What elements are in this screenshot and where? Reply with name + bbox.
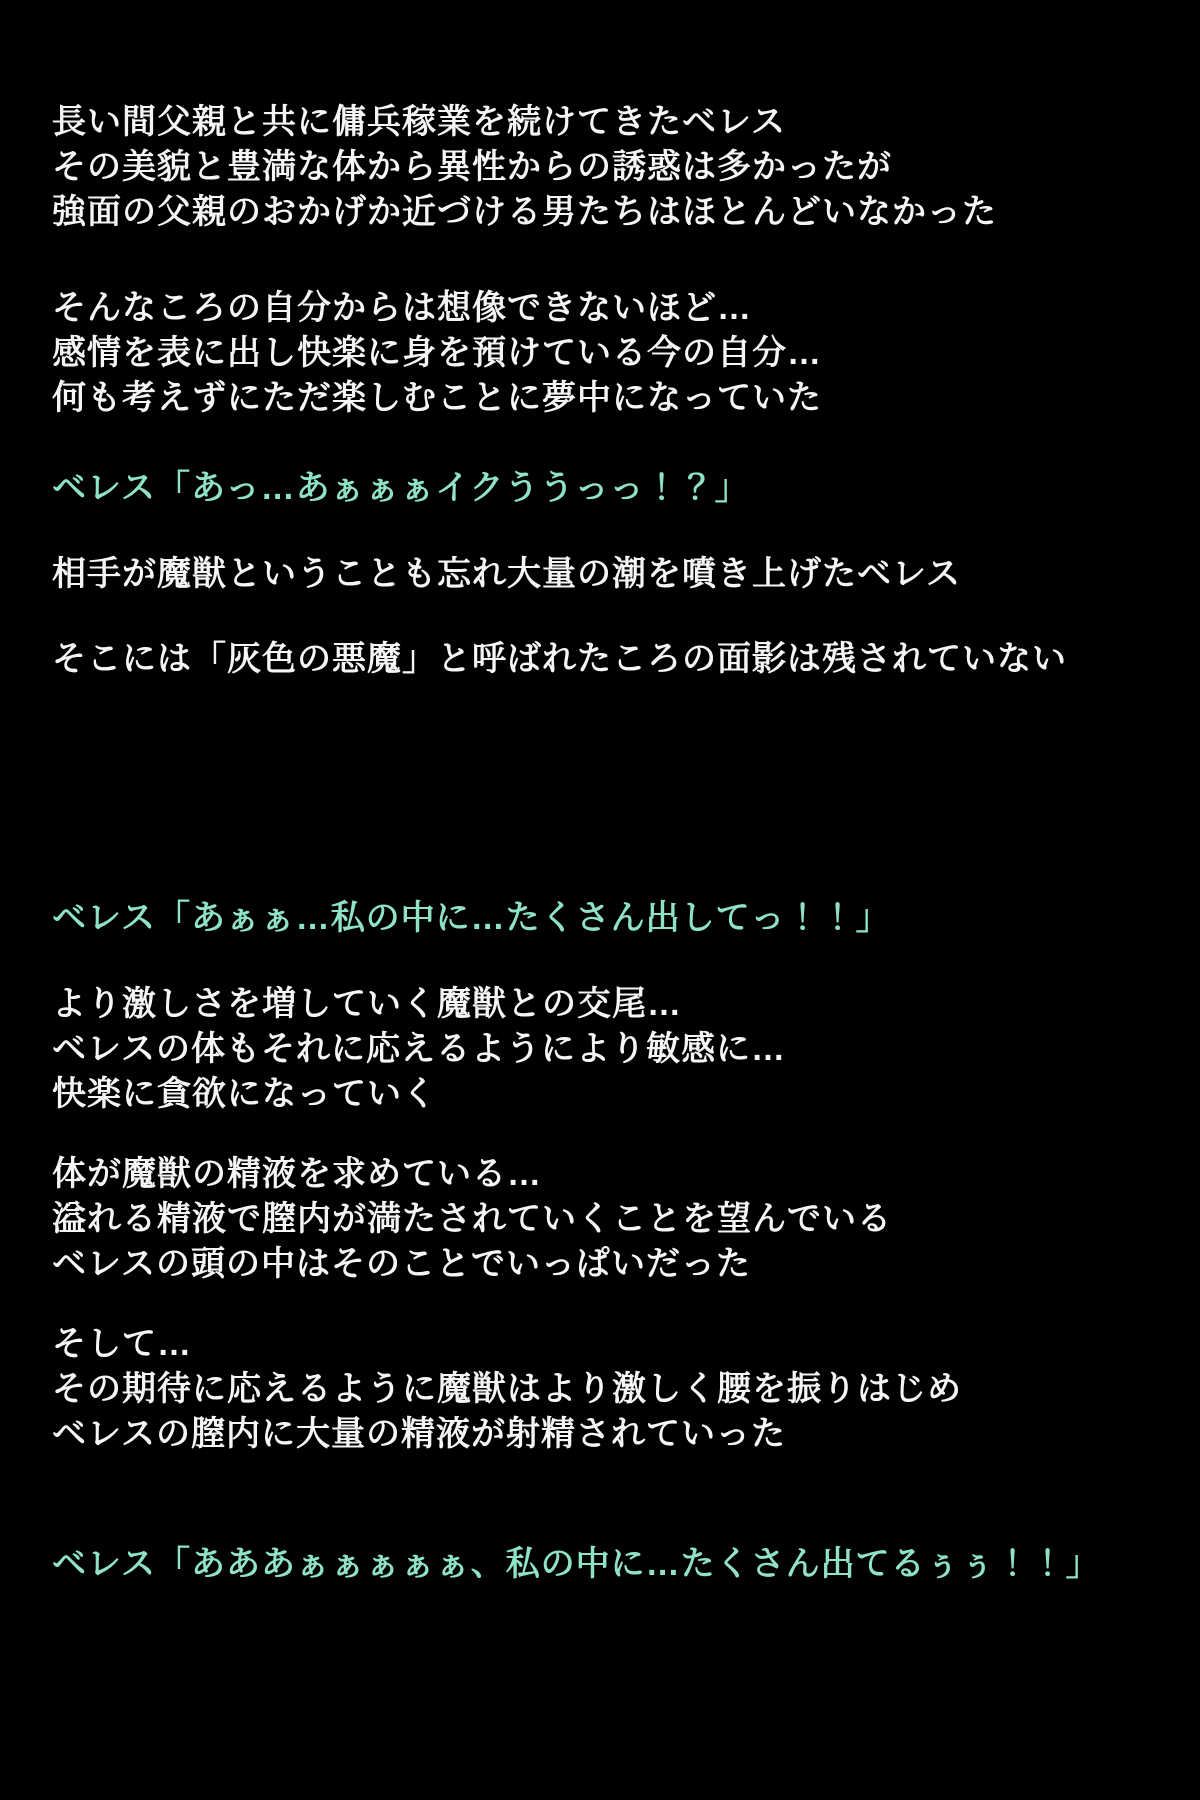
narration-block-ashen-demon — [52, 637, 1180, 682]
narration-block-intro — [52, 100, 1180, 235]
narration-line: 感情を表に出し快楽に身を預けている今の自分… — [52, 334, 822, 372]
narration-block-intensity — [52, 982, 1180, 1117]
narration-line: 体が魔獣の精液を求めている… — [52, 1155, 542, 1193]
dialogue-block-1 — [52, 466, 1180, 511]
narration-line: その期待に応えるように魔獣はより激しく腰を振りはじめ — [52, 1370, 962, 1408]
dialogue-line: ベレス「あっ…あぁぁぁイクううっっ！？」 — [52, 469, 750, 507]
dialogue-block-2 — [52, 896, 1180, 941]
dialogue-block-3 — [52, 1542, 1180, 1587]
narration-line: そこには「灰色の悪魔」と呼ばれたころの面影は残されていない — [52, 640, 1067, 678]
narration-line: ベレスの頭の中はそのことでいっぱいだった — [52, 1245, 751, 1283]
narration-block-climax — [52, 552, 1180, 597]
narration-line: 快楽に貪欲になっていく — [52, 1075, 437, 1113]
narration-line: 相手が魔獣ということも忘れ大量の潮を噴き上げたベレス — [52, 555, 961, 593]
dialogue-line: ベレス「あああぁぁぁぁぁ、私の中に…たくさん出てるぅぅ！！」 — [52, 1545, 1101, 1583]
narration-line: 強面の父親のおかげか近づける男たちはほとんどいなかった — [52, 193, 997, 231]
narration-block-finish — [52, 1322, 1180, 1457]
narration-line: その美貌と豊満な体から異性からの誘惑は多かったが — [52, 148, 892, 186]
dialogue-line: ベレス「あぁぁ…私の中に…たくさん出してっ！！」 — [52, 899, 891, 937]
narration-line: 溢れる精液で膣内が満たされていくことを望んでいる — [52, 1200, 892, 1238]
narration-line: ベレスの体もそれに応えるようにより敏感に… — [52, 1030, 786, 1068]
narration-line: 長い間父親と共に傭兵稼業を続けてきたベレス — [52, 103, 786, 141]
narration-block-present-self — [52, 286, 1180, 421]
narration-line: そして… — [52, 1325, 192, 1363]
narration-line: より激しさを増していく魔獣との交尾… — [52, 985, 682, 1023]
narration-line: そんなころの自分からは想像できないほど… — [52, 289, 752, 327]
narration-block-desire — [52, 1152, 1180, 1287]
narration-line: ベレスの膣内に大量の精液が射精されていった — [52, 1415, 786, 1453]
narration-line: 何も考えずにただ楽しむことに夢中になっていた — [52, 379, 822, 417]
